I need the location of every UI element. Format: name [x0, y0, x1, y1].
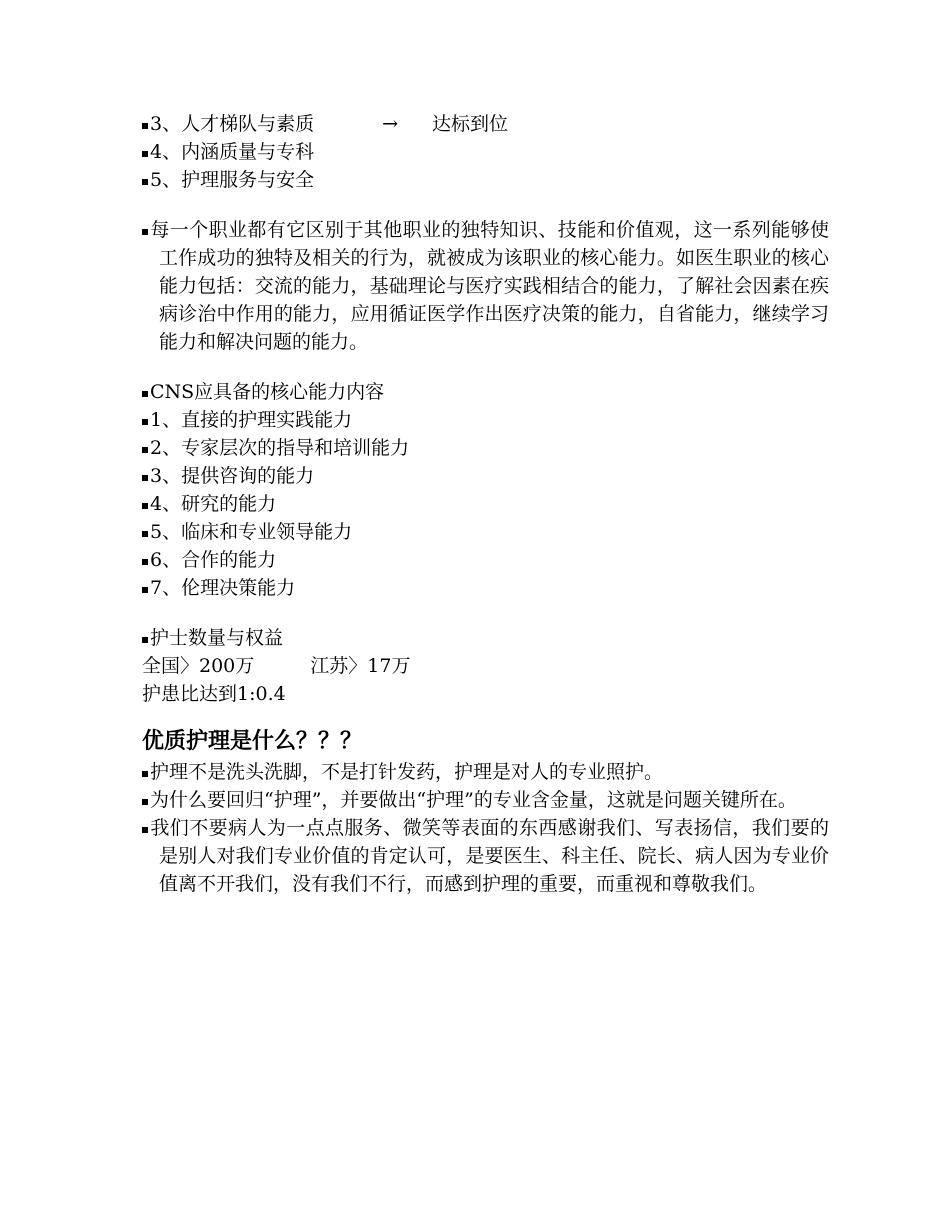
- quality-point: 护理不是洗头洗脚，不是打针发药，护理是对人的专业照护。: [142, 758, 829, 786]
- bullet-icon: [142, 179, 148, 185]
- nurse-count-figures: [142, 652, 822, 680]
- cns-item: 1、直接的护理实践能力: [142, 406, 822, 434]
- document-page: [142, 110, 829, 898]
- bullet-icon: [142, 447, 148, 453]
- bullet-icon: [142, 587, 148, 593]
- bullet-icon: [142, 637, 148, 643]
- cns-item: 2、专家层次的指导和培训能力: [142, 434, 822, 462]
- bullet-icon: [142, 531, 148, 537]
- quality-point: 为什么要回归“护理”，并要做出“护理”的专业含金量，这就是问题关键所在。: [142, 786, 829, 814]
- cns-title: CNS应具备的核心能力内容: [142, 378, 822, 406]
- list-item-talent: 3、人才梯队与素质 → 达标到位: [142, 110, 822, 138]
- national-count: 全国〉200万: [142, 655, 255, 677]
- nurse-patient-ratio: 护患比达到1:0.4: [142, 683, 286, 705]
- cns-item: 4、研究的能力: [142, 490, 822, 518]
- quality-point: 我们不要病人为一点点服务、微笑等表面的东西感谢我们、写表扬信，我们要的是别人对我们专业价值的肯定认可，是要医生、科主任、院长、病人因为专业价值离不开我们，没有我们不行，而感到护理的重要，而重视和尊敬我们。: [142, 814, 829, 898]
- section-heading: 优质护理是什么？？？: [142, 729, 363, 754]
- bullet-icon: [142, 229, 148, 235]
- nurse-count-title: 护士数量与权益: [142, 624, 822, 652]
- target-text: 达标到位: [432, 113, 509, 135]
- arrow-right-icon: →: [382, 113, 399, 135]
- list-item-service: 5、护理服务与安全: [142, 166, 822, 194]
- bullet-icon: [142, 391, 148, 397]
- bullet-icon: [142, 503, 148, 509]
- cns-item: 6、合作的能力: [142, 546, 822, 574]
- bullet-icon: [142, 559, 148, 565]
- bullet-icon: [142, 799, 148, 805]
- cns-item: 7、伦理决策能力: [142, 574, 822, 602]
- list-item-quality: 4、内涵质量与专科: [142, 138, 822, 166]
- bullet-icon: [142, 151, 148, 157]
- bullet-icon: [142, 475, 148, 481]
- jiangsu-count: 江苏〉17万: [310, 655, 411, 677]
- cns-item: 5、临床和专业领导能力: [142, 518, 822, 546]
- bullet-icon: [142, 123, 148, 129]
- bullet-icon: [142, 827, 148, 833]
- cns-item: 3、提供咨询的能力: [142, 462, 822, 490]
- bullet-icon: [142, 419, 148, 425]
- bullet-icon: [142, 771, 148, 777]
- core-competency-paragraph: 每一个职业都有它区别于其他职业的独特知识、技能和价值观，这一系列能够使工作成功的独特及相关的行为，就被成为该职业的核心能力。如医生职业的核心能力包括：交流的能力，基础理论与医疗实践相结合的能力，了解社会因素在疾病诊治中作用的能力，应用循证医学作出医疗决策的能力，自省能力，继续学习能力和解决问题的能力。: [142, 216, 829, 356]
